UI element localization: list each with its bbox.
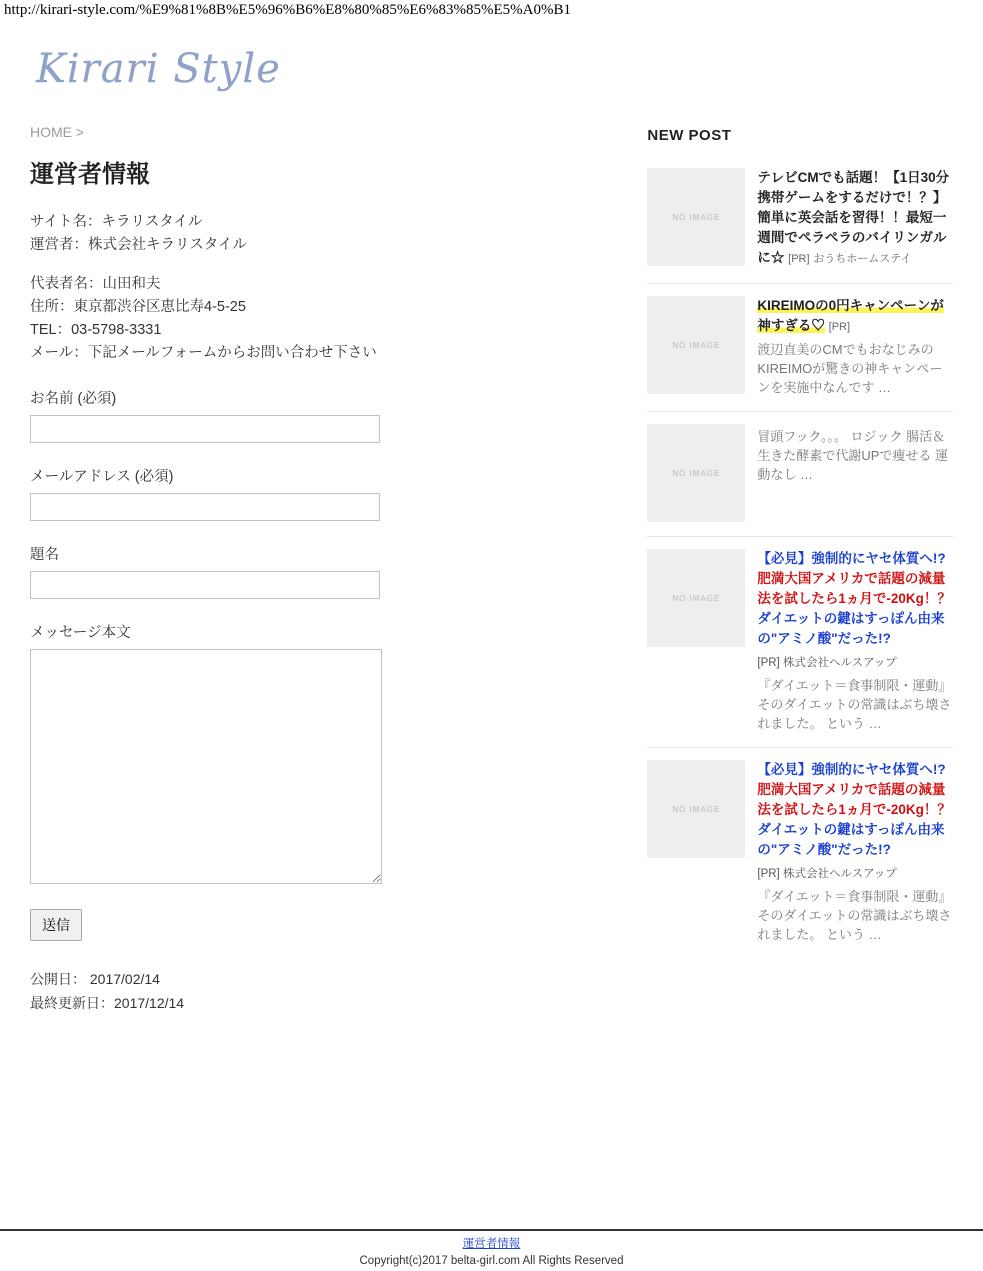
article-dates	[30, 967, 625, 1015]
breadcrumb-home-link[interactable]: HOME >	[30, 124, 85, 140]
post-pr-tag: [PR]	[757, 868, 780, 880]
info-site-name: サイト名：キラリスタイル	[30, 214, 203, 230]
post-body	[745, 168, 953, 269]
footer-copyright: Copyright(c)2017 belta-girl.com All Rights Reserved	[359, 1255, 624, 1267]
site-logo[interactable]: Kirari Style	[36, 46, 281, 92]
post-company-name: 株式会社ヘルスアップ	[782, 868, 897, 880]
message-textarea[interactable]	[30, 649, 382, 884]
published-date: 公開日： 2017/02/14	[30, 971, 160, 987]
post-excerpt: 『ダイエット＝食事制限・運動』 そのダイエットの常識はぶち壊されました。 という …	[757, 678, 952, 731]
list-item[interactable]	[647, 412, 953, 537]
list-item[interactable]	[647, 156, 953, 284]
email-field-label: メールアドレス (必須)	[30, 469, 174, 485]
post-company	[757, 653, 953, 673]
name-input[interactable]	[30, 415, 380, 443]
post-title-line3[interactable]: ダイエットの鍵はすっぽん由来の"アミノ酸"だった!?	[757, 611, 945, 646]
page-title: 運営者情報	[30, 161, 150, 188]
sidebar-title: NEW POST	[647, 127, 732, 144]
site-header	[0, 24, 983, 102]
post-company: おうちホームステイ	[813, 253, 912, 265]
list-item[interactable]	[647, 748, 953, 958]
thumbnail-placeholder-icon: NO IMAGE	[647, 424, 745, 522]
info-spacer	[30, 257, 625, 273]
post-title[interactable]: KIREIMOの0円キャンペーンが神すぎる♡	[757, 298, 944, 333]
post-excerpt: 『ダイエット＝食事制限・運動』 そのダイエットの常識はぶち壊されました。 という …	[757, 889, 952, 942]
post-excerpt: 冒頭フック。。。 ロジック 腸活＆生きた酵素で代謝UPで痩せる 運動なし …	[757, 429, 949, 482]
post-title-line3[interactable]: ダイエットの鍵はすっぽん由来の"アミノ酸"だった!?	[757, 822, 945, 857]
submit-button[interactable]: 送信	[30, 909, 82, 941]
post-title[interactable]: テレビCMでも話題！【1日30分携帯ゲームをするだけで！？】簡単に英会話を習得！！最短一週間でペラペラのバイリンガルに☆	[757, 170, 950, 265]
post-pr-tag: [PR]	[757, 657, 780, 669]
breadcrumb	[30, 124, 625, 140]
post-body	[745, 549, 953, 733]
post-title-line1[interactable]: 【必見】強制的にヤセ体質へ!?	[757, 762, 946, 777]
list-item[interactable]	[647, 284, 953, 412]
post-title-line2[interactable]: 肥満大国アメリカで話題の減量法を試したら1ヵ月で-20Kg！？	[757, 782, 951, 817]
list-item[interactable]	[647, 537, 953, 748]
post-pr-tag: [PR]	[828, 321, 851, 333]
thumbnail-placeholder-icon: NO IMAGE	[647, 760, 745, 858]
content-container	[0, 102, 983, 1015]
subject-field-label: 題名	[30, 547, 59, 563]
thumbnail-placeholder-icon: NO IMAGE	[647, 549, 745, 647]
thumbnail-placeholder-icon: NO IMAGE	[647, 168, 745, 266]
name-field-label: お名前 (必須)	[30, 391, 117, 407]
info-representative: 代表者名：山田和夫	[30, 276, 161, 292]
subject-input[interactable]	[30, 571, 380, 599]
page-content	[0, 24, 983, 1271]
thumbnail-placeholder-icon: NO IMAGE	[647, 296, 745, 394]
footer-operator-info-link[interactable]: 運営者情報	[462, 1238, 521, 1250]
post-title-line1[interactable]: 【必見】強制的にヤセ体質へ!?	[757, 551, 946, 566]
main-column	[30, 102, 625, 1015]
browser-url-bar[interactable]: http://kirari-style.com/%E9%81%8B%E5%96%B6%E8%80%85%E6%83%85%E5%A0%B1	[4, 2, 571, 18]
info-operator: 運営者：株式会社キラリスタイル	[30, 237, 247, 253]
info-mail: メール：下記メールフォームからお問い合わせ下さい	[30, 345, 377, 361]
post-company-name: 株式会社ヘルスアップ	[782, 657, 897, 669]
message-field-label: メッセージ本文	[30, 625, 131, 641]
updated-date: 最終更新日：2017/12/14	[30, 995, 185, 1011]
post-company	[757, 864, 953, 884]
info-address: 住所：東京都渋谷区恵比寿4-5-25	[30, 299, 246, 315]
post-body	[745, 424, 953, 522]
info-tel: TEL：03-5798-3331	[30, 322, 162, 338]
email-input[interactable]	[30, 493, 380, 521]
sidebar	[625, 102, 953, 1015]
post-title-line2[interactable]: 肥満大国アメリカで話題の減量法を試したら1ヵ月で-20Kg！？	[757, 571, 951, 606]
post-body	[745, 296, 953, 397]
site-footer	[0, 1229, 983, 1271]
submit-row	[30, 909, 625, 941]
post-pr-tag: [PR]	[788, 253, 810, 265]
post-body	[745, 760, 953, 944]
post-excerpt: 渡辺直美のCMでもおなじみのKIREIMOが驚きの神キャンペーンを実施中なんです …	[757, 342, 943, 395]
